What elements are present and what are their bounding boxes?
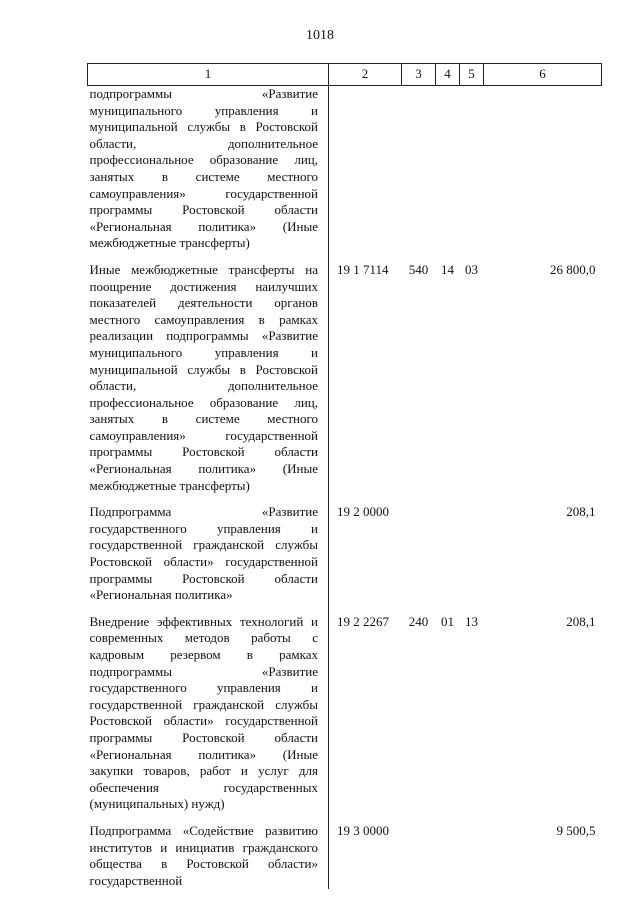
row-vr — [402, 823, 436, 889]
row-rz: 14 — [441, 261, 454, 277]
row-vr — [402, 86, 436, 262]
row-description: подпрограммы «Развитие муниципального управления и муниципальной службы в Ростовской области, дополнительное профессиональное образование лиц, занятых в системе местного самоуправления» государственной программы Ростовской области «Региональная политика» (Иные межбюджетные трансферты) — [88, 86, 329, 262]
header-col-1: 1 — [88, 64, 329, 86]
table-row — [88, 823, 602, 889]
table-row — [88, 504, 602, 614]
row-pr: 03 — [465, 261, 478, 277]
row-code: 19 1 7114 — [337, 261, 389, 277]
header-row — [88, 64, 602, 86]
row-pr: 13 — [465, 613, 478, 629]
table-row — [88, 262, 602, 504]
row-pr — [460, 504, 484, 614]
row-amount: 26 800,0 — [550, 261, 596, 277]
header-col-4: 4 — [436, 64, 460, 86]
row-description: Внедрение эффективных технологий и современных методов работы с кадровым резервом в рамках подпрограммы «Развитие государственного управления и государственной гражданской службы Ростовской области» государственной программы Ростовской области «Региональная политика» (Иные закупки товаров, работ и услуг для обеспечения государственных (муниципальных) нужд) — [88, 614, 329, 823]
row-code: 19 3 0000 — [337, 822, 389, 838]
page-number: 1018 — [306, 28, 334, 43]
row-vr — [402, 504, 436, 614]
row-rz: 01 — [441, 613, 454, 629]
row-pr — [460, 823, 484, 889]
header-col-3: 3 — [402, 64, 436, 86]
header-col-6: 6 — [484, 64, 602, 86]
row-vr: 540 — [408, 261, 429, 277]
row-rz — [436, 504, 460, 614]
row-code: 19 2 0000 — [337, 504, 389, 520]
row-code: 19 2 2267 — [337, 613, 389, 629]
row-amount — [484, 86, 602, 262]
row-description: Подпрограмма «Развитие государственного управления и государственной гражданской службы Ростовской области» государственной программы Ростовской области «Региональная политика» — [88, 504, 329, 614]
row-description: Иные межбюджетные трансферты на поощрение достижения наилучших показателей деятельности органов местного самоуправления в рамках реализации подпрограммы «Развитие муниципального управления и муниципальной службы в Ростовской области, дополнительное профессиональное образование лиц, занятых в системе местного самоуправления» государственной программы Ростовской области «Региональная политика» (Иные межбюджетные трансферты) — [88, 262, 329, 504]
row-description: Подпрограмма «Содействие развитию институтов и инициатив гражданского общества в Ростовской области» государственной — [88, 823, 329, 889]
row-pr — [460, 86, 484, 262]
row-vr: 240 — [408, 613, 429, 629]
table-row — [88, 86, 602, 262]
row-code — [329, 86, 402, 262]
header-col-5: 5 — [460, 64, 484, 86]
row-rz — [436, 823, 460, 889]
budget-table — [87, 63, 602, 889]
table-row — [88, 614, 602, 823]
row-rz — [436, 86, 460, 262]
row-amount: 9 500,5 — [556, 822, 596, 838]
row-amount: 208,1 — [566, 613, 596, 629]
row-amount: 208,1 — [566, 504, 596, 520]
header-col-2: 2 — [329, 64, 402, 86]
